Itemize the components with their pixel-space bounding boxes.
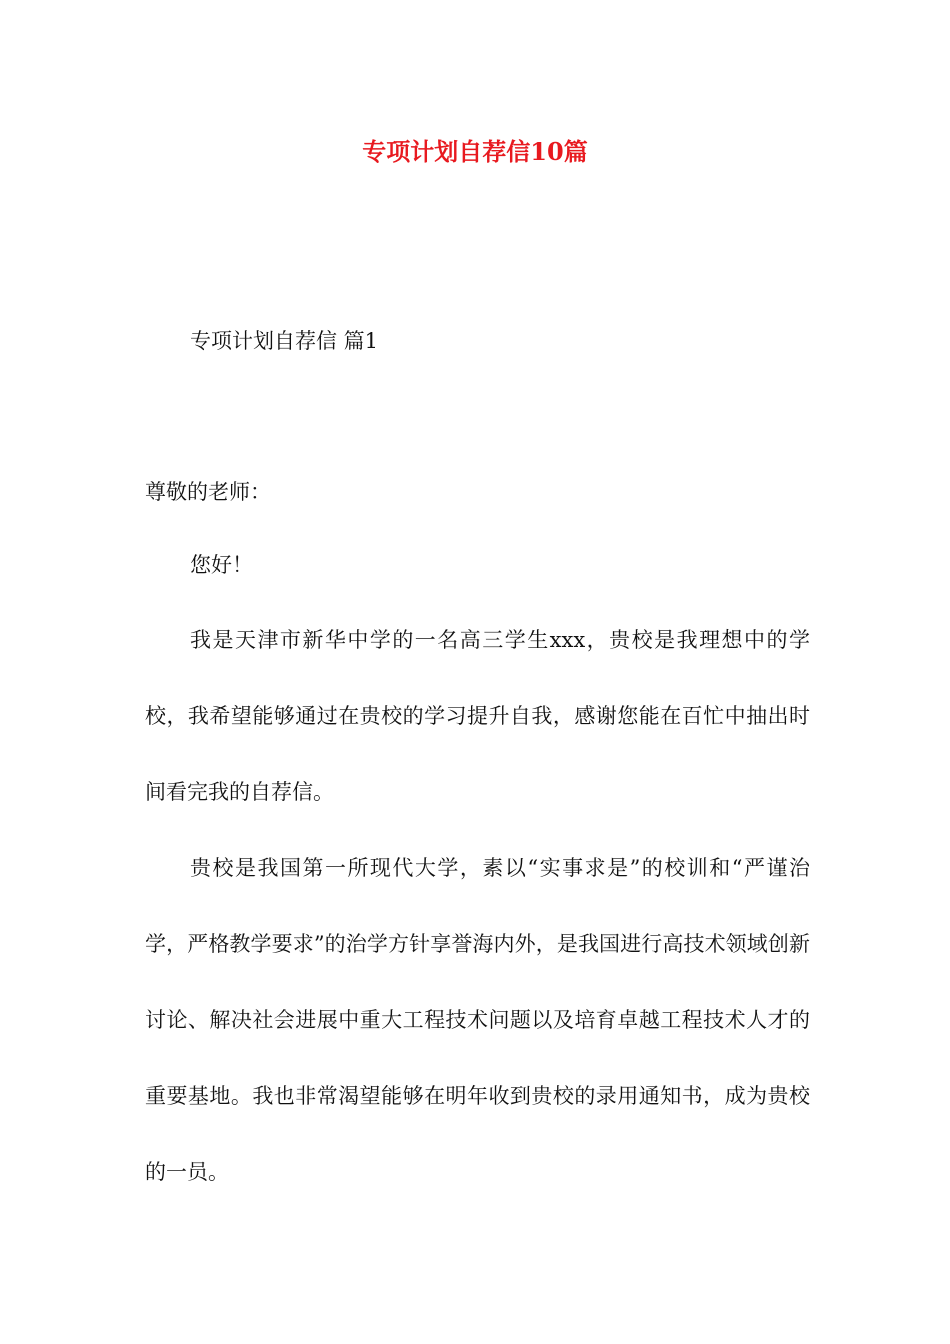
body-paragraph-1: 我是天津市新华中学的一名高三学生xxx，贵校是我理想中的学校，我希望能够通过在贵校的学习提升自我，感谢您能在百忙中抽出时间看完我的自荐信。 [145, 628, 810, 804]
letter-salutation: 尊敬的老师： [145, 480, 271, 504]
section-heading: 专项计划自荐信 篇1 [190, 329, 379, 353]
letter-greeting: 您好！ [190, 553, 253, 577]
document-title: 专项计划自荐信10篇 [362, 137, 588, 166]
body-paragraph-2: 贵校是我国第一所现代大学，素以“实事求是”的校训和“严谨治学，严格教学要求”的治学方针享誉海内外，是我国进行高技术领域创新讨论、解决社会进展中重大工程技术问题以及培育卓越工程技术人才的重要基地。我也非常渴望能够在明年收到贵校的录用通知书，成为贵校的一员。 [145, 856, 810, 1184]
